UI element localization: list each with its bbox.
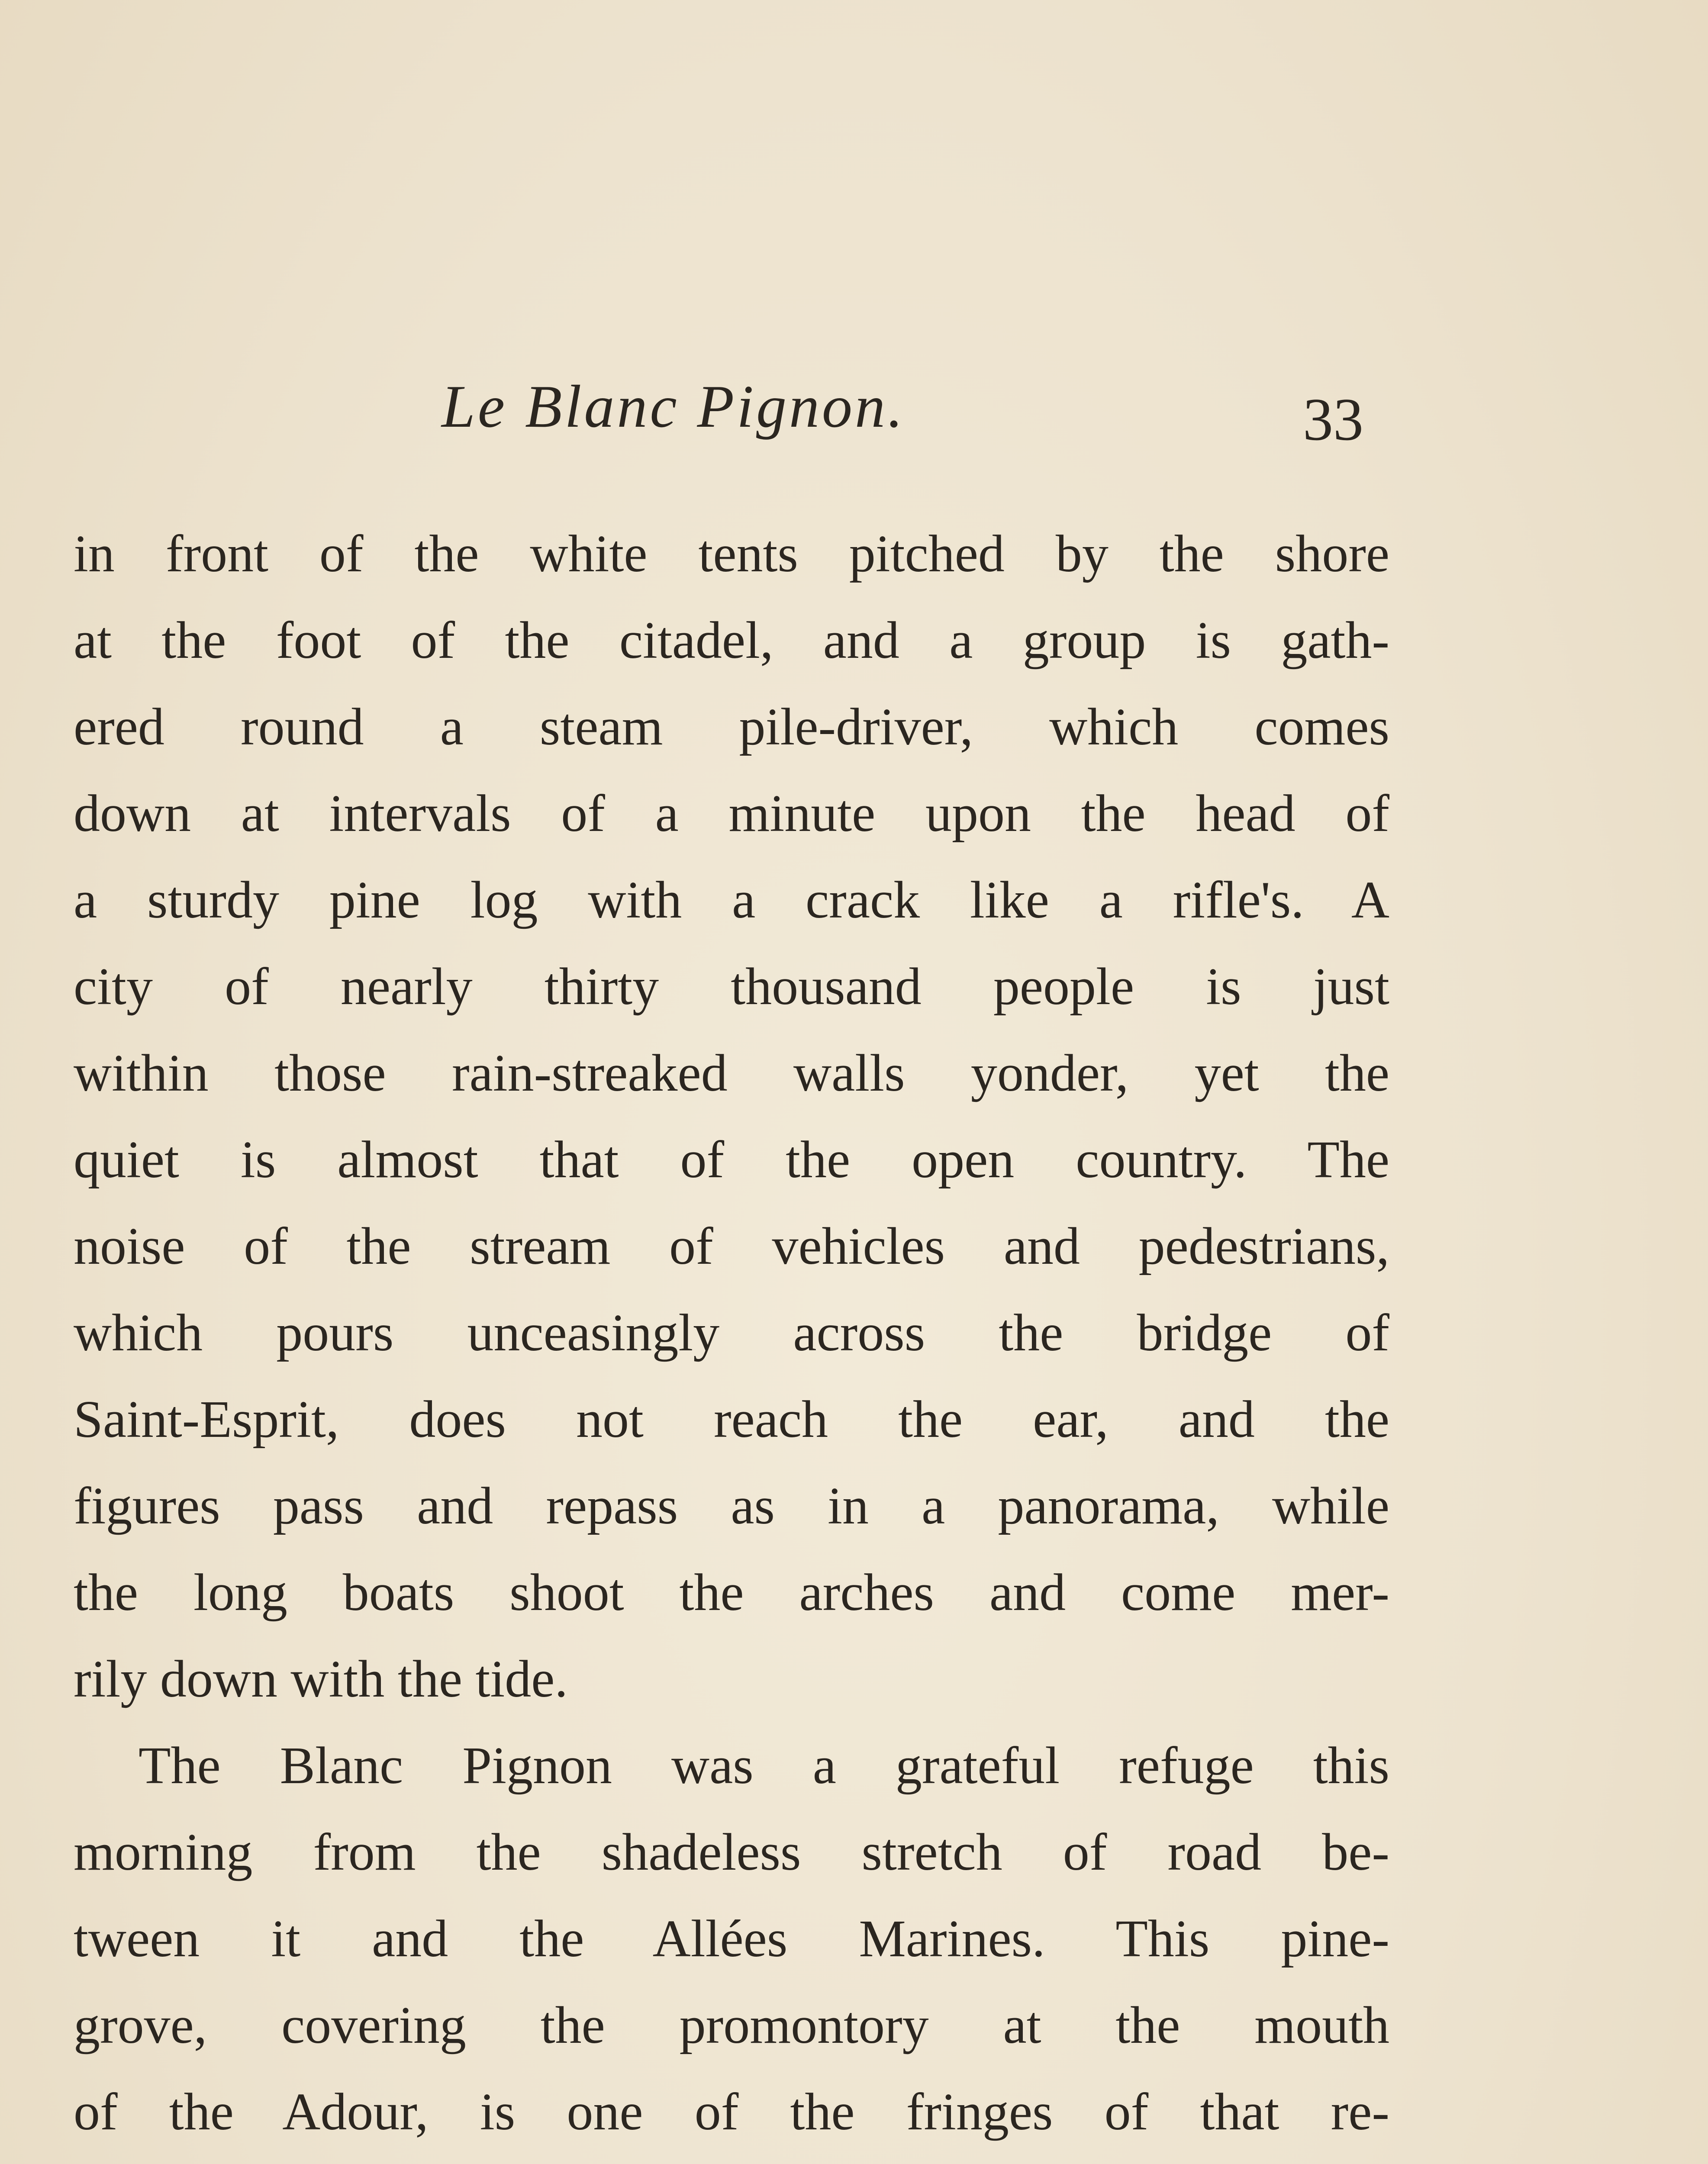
text-line: rily down with the tide. xyxy=(74,1650,568,1708)
text-line: the long boats shoot the arches and come mer- xyxy=(74,1563,1389,1622)
text-line: ered round a steam pile-driver, which comes xyxy=(74,698,1389,756)
text-line: tween it and the Allées Marines. This pine- xyxy=(74,1910,1389,1968)
text-line: Saint-Esprit, does not reach the ear, and the xyxy=(74,1390,1389,1449)
text-line: quiet is almost that of the open country. The xyxy=(74,1130,1389,1189)
text-line: in front of the white tents pitched by the shore xyxy=(74,525,1389,583)
text-line: at the foot of the citadel, and a group is gath- xyxy=(74,611,1389,670)
text-line xyxy=(74,2155,1389,2164)
text-line: which pours unceasingly across the bridge of xyxy=(74,1304,1389,1362)
text-line: of the Adour, is one of the fringes of that re- xyxy=(74,2083,1389,2141)
text-line: The Blanc Pignon was a grateful refuge this xyxy=(139,1736,1389,1795)
text-line: figures pass and repass as in a panorama, while xyxy=(74,1477,1389,1535)
body-text xyxy=(74,511,1389,2164)
text-line: morning from the shadeless stretch of road be- xyxy=(74,1823,1389,1881)
text-line: grove, covering the promontory at the mouth xyxy=(74,1996,1389,2055)
text-line: within those rain-streaked walls yonder, yet the xyxy=(74,1044,1389,1102)
text-line: city of nearly thirty thousand people is just xyxy=(74,957,1389,1016)
running-head: Le Blanc Pignon. xyxy=(442,373,906,440)
text-line: down at intervals of a minute upon the head of xyxy=(74,784,1389,843)
text-line: noise of the stream of vehicles and pedestrians, xyxy=(74,1217,1389,1275)
text-line: a sturdy pine log with a crack like a rifle's. A xyxy=(74,871,1389,929)
page-number: 33 xyxy=(1303,386,1363,453)
